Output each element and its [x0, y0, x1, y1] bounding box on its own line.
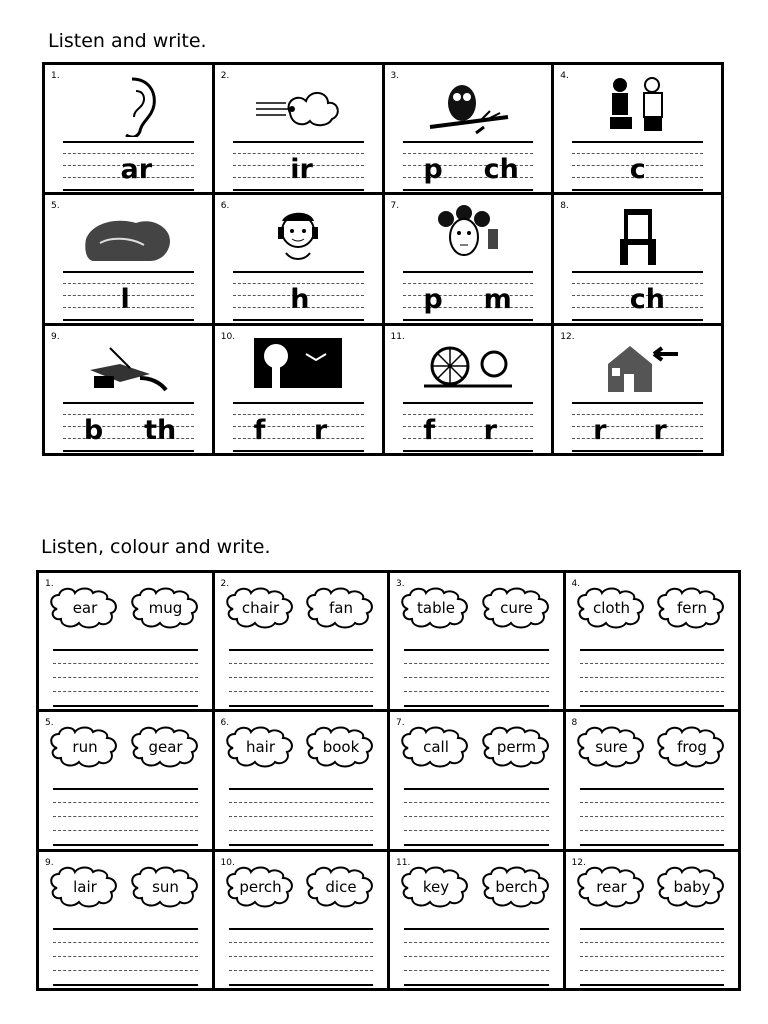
- berth-icon: [80, 334, 176, 398]
- letter-prompt: [403, 406, 534, 448]
- item-number: 6.: [220, 201, 230, 212]
- item-number: 5.: [45, 718, 54, 729]
- cloud-word: cloth: [593, 599, 630, 617]
- colour-cell-10: [215, 852, 388, 988]
- word-cloud[interactable]: [479, 585, 555, 631]
- letter-fragment: p: [423, 154, 443, 185]
- cloud-word: sun: [152, 877, 179, 896]
- write-cell-7: [385, 195, 552, 322]
- cloud-word: cure: [500, 599, 533, 617]
- lair-icon: [80, 203, 176, 267]
- house-rear-icon: [590, 334, 686, 398]
- writing-lines[interactable]: [229, 928, 374, 984]
- cloud-word: frog: [677, 738, 707, 757]
- writing-lines[interactable]: [404, 928, 549, 984]
- letter-fragment: r: [483, 414, 497, 446]
- word-cloud[interactable]: [47, 864, 123, 910]
- writing-lines[interactable]: [53, 788, 198, 844]
- item-number: 6.: [220, 718, 230, 729]
- cloud-word: rear: [596, 877, 627, 896]
- word-cloud[interactable]: [303, 585, 379, 631]
- cloud-word: key: [422, 877, 450, 896]
- letter-fragment: c: [629, 154, 646, 185]
- item-number: 5.: [51, 201, 60, 212]
- letter-fragment: f: [423, 414, 436, 446]
- word-cloud[interactable]: [654, 864, 730, 910]
- cloud-word: book: [322, 738, 360, 757]
- word-cloud[interactable]: [223, 864, 299, 910]
- word-cloud[interactable]: [574, 724, 650, 770]
- colour-cell-1: [39, 573, 212, 709]
- letter-fragment: m: [483, 284, 512, 316]
- item-number: 12.: [571, 857, 586, 868]
- doctor-patient-icon: [590, 73, 686, 137]
- cloud-word: berch: [495, 877, 538, 896]
- cloud-word: call: [423, 738, 449, 757]
- cloud-word: perch: [239, 877, 282, 896]
- word-cloud[interactable]: [47, 724, 123, 770]
- letter-prompt: [572, 145, 703, 187]
- letter-prompt: [233, 145, 364, 187]
- word-cloud[interactable]: [479, 724, 555, 770]
- item-number: 9.: [45, 857, 54, 868]
- word-cloud[interactable]: [398, 724, 474, 770]
- item-number: 2.: [220, 71, 230, 81]
- item-number: 4.: [571, 579, 581, 589]
- letter-prompt: [403, 145, 534, 187]
- letter-fragment: th: [144, 414, 177, 446]
- cloud-word: fern: [677, 599, 707, 617]
- item-number: 3.: [390, 71, 400, 81]
- word-cloud[interactable]: [128, 864, 204, 910]
- letter-prompt: [233, 406, 364, 448]
- item-number: 10.: [220, 331, 236, 342]
- word-cloud[interactable]: [398, 864, 474, 910]
- cloud-word: gear: [148, 738, 183, 757]
- colour-cell-8: [566, 712, 739, 848]
- item-number: 1.: [45, 579, 54, 589]
- writing-lines[interactable]: [404, 649, 549, 705]
- writing-lines[interactable]: [229, 649, 374, 705]
- word-cloud[interactable]: [574, 864, 650, 910]
- writing-lines[interactable]: [404, 788, 549, 844]
- writing-lines[interactable]: [580, 928, 725, 984]
- fear-icon: [250, 334, 346, 398]
- write-cell-11: [385, 326, 552, 453]
- item-number: 12.: [560, 331, 575, 342]
- word-cloud[interactable]: [303, 724, 379, 770]
- item-number: 2.: [220, 579, 230, 589]
- word-cloud[interactable]: [303, 864, 379, 910]
- letter-prompt: [233, 275, 364, 317]
- cloud-word: chair: [241, 599, 280, 617]
- letter-fragment: ch: [483, 154, 519, 185]
- wind-cloud-icon: [250, 73, 346, 137]
- listen-and-write-grid: [42, 62, 724, 456]
- colour-cell-9: [39, 852, 212, 988]
- boy-headphones-icon: [250, 203, 346, 267]
- letter-prompt: [63, 406, 194, 448]
- word-cloud[interactable]: [479, 864, 555, 910]
- writing-lines[interactable]: [580, 649, 725, 705]
- cloud-word: hair: [245, 738, 276, 757]
- writing-lines[interactable]: [229, 788, 374, 844]
- write-cell-12: [554, 326, 721, 453]
- cloud-word: fan: [329, 599, 353, 617]
- write-cell-10: [215, 326, 382, 453]
- colour-cell-2: [215, 573, 388, 709]
- item-number: 8.: [560, 201, 569, 212]
- letter-fragment: ch: [629, 284, 665, 316]
- cloud-word: sure: [595, 738, 628, 757]
- letter-fragment: ar: [120, 154, 153, 185]
- write-cell-5: [45, 195, 212, 322]
- colour-cell-7: [390, 712, 563, 848]
- item-number: 11.: [390, 331, 405, 342]
- letter-prompt: [572, 406, 703, 448]
- letter-prompt: [63, 145, 194, 187]
- word-cloud[interactable]: [574, 585, 650, 631]
- ear-icon: [80, 73, 176, 137]
- write-cell-2: [215, 65, 382, 192]
- word-cloud[interactable]: [654, 724, 730, 770]
- listen-colour-write-grid: [36, 570, 741, 991]
- item-number: 10.: [220, 857, 235, 868]
- section2-title: Listen, colour and write.: [41, 536, 271, 558]
- cloud-word: run: [72, 738, 98, 757]
- write-cell-4: [554, 65, 721, 192]
- cloud-word: perm: [496, 738, 537, 757]
- section1-title: Listen and write.: [48, 30, 207, 52]
- letter-prompt: [63, 275, 194, 317]
- write-cell-3: [385, 65, 552, 192]
- owl-perch-icon: [420, 73, 516, 137]
- item-number: 11.: [396, 857, 411, 868]
- word-cloud[interactable]: [128, 585, 204, 631]
- item-number: 4.: [560, 71, 569, 81]
- letter-fragment: ir: [290, 154, 313, 185]
- write-cell-9: [45, 326, 212, 453]
- word-cloud[interactable]: [128, 724, 204, 770]
- letter-fragment: r: [653, 414, 667, 446]
- cloud-word: mug: [148, 599, 183, 617]
- write-cell-6: [215, 195, 382, 322]
- colour-cell-6: [215, 712, 388, 848]
- writing-lines[interactable]: [580, 788, 725, 844]
- letter-fragment: f: [253, 414, 266, 446]
- letter-prompt: [572, 275, 703, 317]
- write-cell-8: [554, 195, 721, 322]
- chair-icon: [590, 203, 686, 267]
- word-cloud[interactable]: [654, 585, 730, 631]
- item-number: 7.: [396, 718, 405, 729]
- colour-cell-12: [566, 852, 739, 988]
- writing-lines[interactable]: [53, 928, 198, 984]
- cloud-word: table: [417, 599, 455, 617]
- letter-fragment: h: [290, 284, 310, 316]
- letter-prompt: [403, 275, 534, 317]
- letter-fragment: l: [120, 284, 130, 316]
- woman-perm-icon: [420, 203, 516, 267]
- item-number: 1.: [51, 71, 60, 81]
- word-cloud[interactable]: [47, 585, 123, 631]
- write-cell-1: [45, 65, 212, 192]
- item-number: 9.: [51, 331, 60, 342]
- item-number: 8: [571, 718, 578, 729]
- cloud-word: lair: [73, 877, 97, 896]
- writing-lines[interactable]: [53, 649, 198, 705]
- cloud-word: dice: [325, 877, 357, 896]
- letter-fragment: r: [593, 414, 607, 446]
- cloud-word: ear: [72, 599, 98, 617]
- fair-icon: [420, 334, 516, 398]
- word-cloud[interactable]: [223, 724, 299, 770]
- colour-cell-3: [390, 573, 563, 709]
- letter-fragment: b: [83, 414, 104, 446]
- colour-cell-5: [39, 712, 212, 848]
- item-number: 7.: [390, 201, 400, 212]
- colour-cell-11: [390, 852, 563, 988]
- colour-cell-4: [566, 573, 739, 709]
- word-cloud[interactable]: [398, 585, 474, 631]
- cloud-word: baby: [673, 877, 711, 896]
- word-cloud[interactable]: [223, 585, 299, 631]
- letter-fragment: r: [313, 414, 328, 446]
- letter-fragment: p: [423, 284, 443, 316]
- item-number: 3.: [396, 579, 405, 589]
